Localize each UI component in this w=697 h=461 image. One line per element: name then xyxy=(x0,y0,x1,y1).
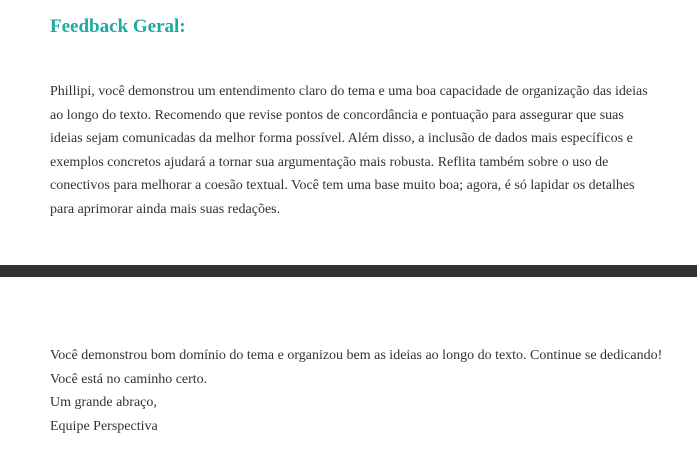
feedback-title: Feedback Geral: xyxy=(50,16,186,37)
closing-greeting: Um grande abraço, xyxy=(50,395,157,410)
section-divider xyxy=(0,265,697,277)
closing-message: Você demonstrou bom domínio do tema e organizou bem as ideias ao longo do texto. Continue se dedicando! Você está no caminho certo. xyxy=(50,348,663,387)
feedback-body: Phillipi, você demonstrou um entendimento claro do tema e uma boa capacidade de organização das ideias ao longo do texto. Recomendo que revise pontos de concordância e pontuação para assegurar que suas ideias sejam comunicadas da melhor forma possível. Além disso, a inclusão de dados mais específicos e exemplos concretos ajudará a tornar sua argumentação mais robusta. Reflita também sobre o uso de conectivos para melhorar a coesão textual. Você tem uma base muito boa; agora, é só lapidar os detalhes para aprimorar ainda mais suas redações. xyxy=(50,84,648,217)
closing-section xyxy=(50,344,670,438)
closing-signature: Equipe Perspectiva xyxy=(50,418,158,434)
